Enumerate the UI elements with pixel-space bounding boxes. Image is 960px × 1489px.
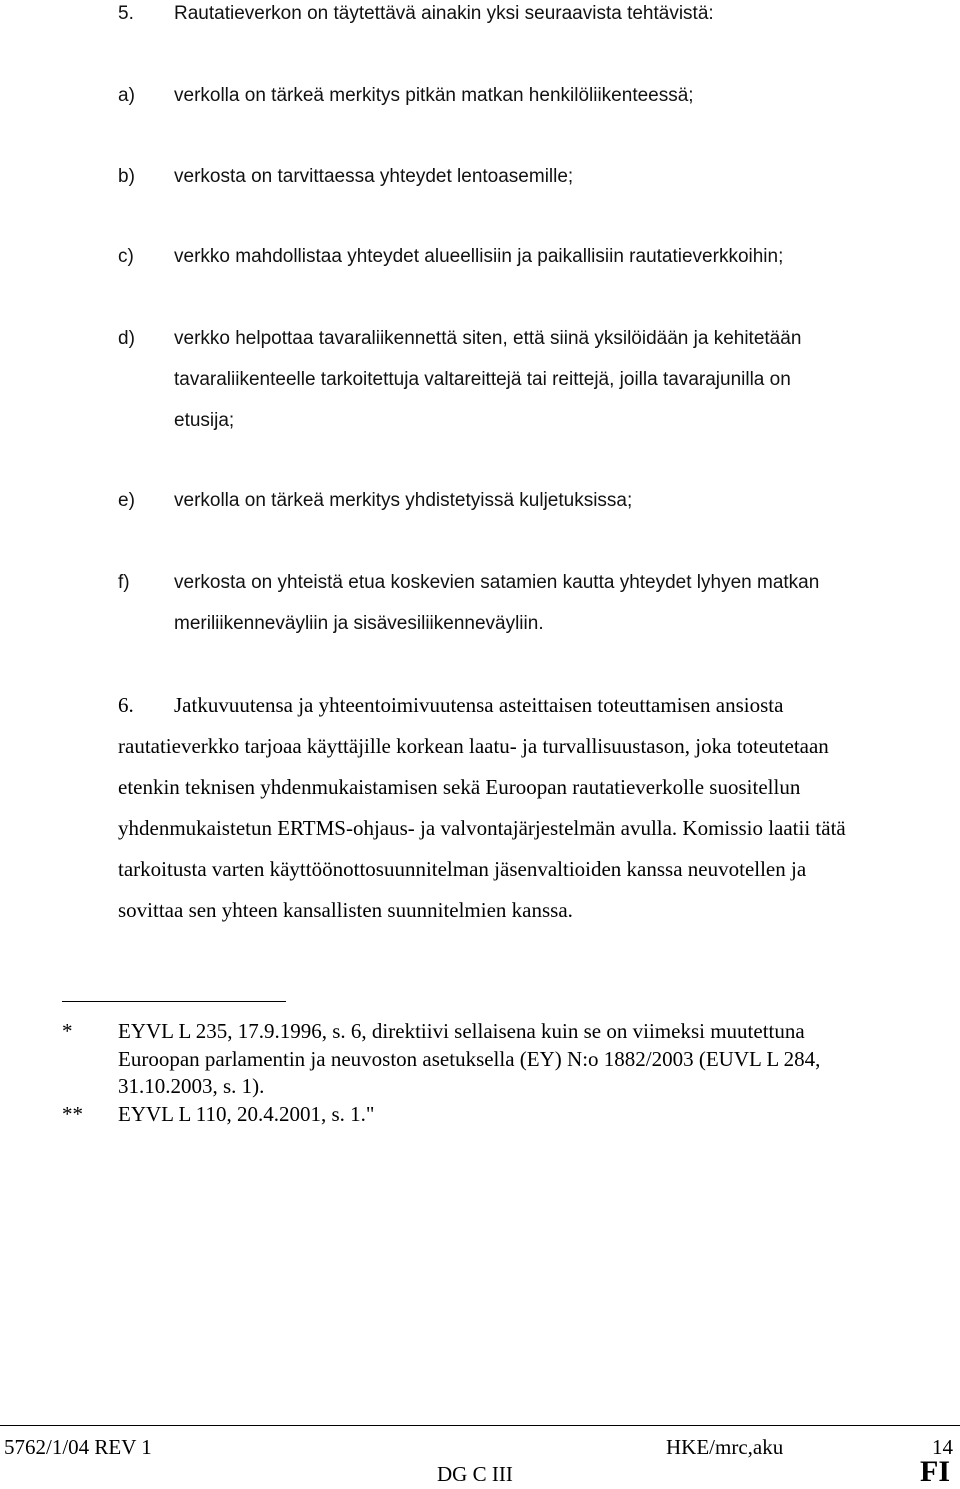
subitem-label: b) xyxy=(118,166,135,187)
subitem-line: verkko helpottaa tavaraliikennettä siten, että siinä yksilöidään ja kehitetään xyxy=(174,328,802,349)
footnote-line: Euroopan parlamentin ja neuvoston asetuksella (EY) N:o 1882/2003 (EUVL L 284, xyxy=(118,1047,821,1071)
footnote-mark: ** xyxy=(62,1102,83,1126)
language-code: FI xyxy=(920,1455,950,1488)
subitem-label: a) xyxy=(118,85,135,106)
item-6-line: yhdenmukaistetun ERTMS-ohjaus- ja valvontajärjestelmän avulla. Komissio laatii tätä xyxy=(118,816,846,840)
subitem-line: verkko mahdollistaa yhteydet alueellisiin ja paikallisiin rautatieverkkoihin; xyxy=(174,246,784,267)
subitem-label: f) xyxy=(118,572,130,593)
footnote-line: EYVL L 110, 20.4.2001, s. 1." xyxy=(118,1102,375,1126)
item-6-line: sovittaa sen yhteen kansallisten suunnitelmien kanssa. xyxy=(118,898,573,922)
footnote-line: 31.10.2003, s. 1). xyxy=(118,1074,265,1098)
directorate: DG C III xyxy=(437,1462,513,1486)
subitem-line: verkolla on tärkeä merkitys yhdistetyissä kuljetuksissa; xyxy=(174,490,633,511)
item-5-text: Rautatieverkon on täytettävä ainakin yksi seuraavista tehtävistä: xyxy=(174,3,714,24)
subitem-line: etusija; xyxy=(174,410,235,431)
subitem-label: c) xyxy=(118,246,134,267)
item-6-line: tarkoitusta varten käyttöönottosuunnitelman jäsenvaltioiden kanssa neuvotellen ja xyxy=(118,857,807,881)
subitem-label: e) xyxy=(118,490,135,511)
page-number: 14 xyxy=(932,1435,953,1459)
footnote-separator xyxy=(62,1001,286,1002)
subitem-line: tavaraliikenteelle tarkoitettuja valtareittejä tai reittejä, joilla tavarajunilla on xyxy=(174,369,791,390)
subitem-line: meriliikenneväyliin ja sisävesiliikenneväyliin. xyxy=(174,613,544,634)
footnote-line: EYVL L 235, 17.9.1996, s. 6, direktiivi sellaisena kuin se on viimeksi muutettuna xyxy=(118,1019,805,1043)
item-6-number: 6. xyxy=(118,693,134,717)
author-initials: HKE/mrc,aku xyxy=(666,1435,784,1459)
subitem-line: verkosta on yhteistä etua koskevien satamien kautta yhteydet lyhyen matkan xyxy=(174,572,820,593)
subitem-line: verkolla on tärkeä merkitys pitkän matkan henkilöliikenteessä; xyxy=(174,85,694,106)
item-6-line: Jatkuvuutensa ja yhteentoimivuutensa asteittaisen toteuttamisen ansiosta xyxy=(174,693,784,717)
item-5-number: 5. xyxy=(118,3,134,24)
item-6-line: etenkin teknisen yhdenmukaistamisen sekä Euroopan rautatieverkolle suositellun xyxy=(118,775,801,799)
subitem-line: verkosta on tarvittaessa yhteydet lentoasemille; xyxy=(174,166,574,187)
document-reference: 5762/1/04 REV 1 xyxy=(4,1435,152,1459)
item-6-line: rautatieverkko tarjoaa käyttäjille korkean laatu- ja turvallisuustason, joka toteutetaan xyxy=(118,734,829,758)
footnote-mark: * xyxy=(62,1019,73,1043)
subitem-label: d) xyxy=(118,328,135,349)
footer-separator xyxy=(0,1425,960,1426)
